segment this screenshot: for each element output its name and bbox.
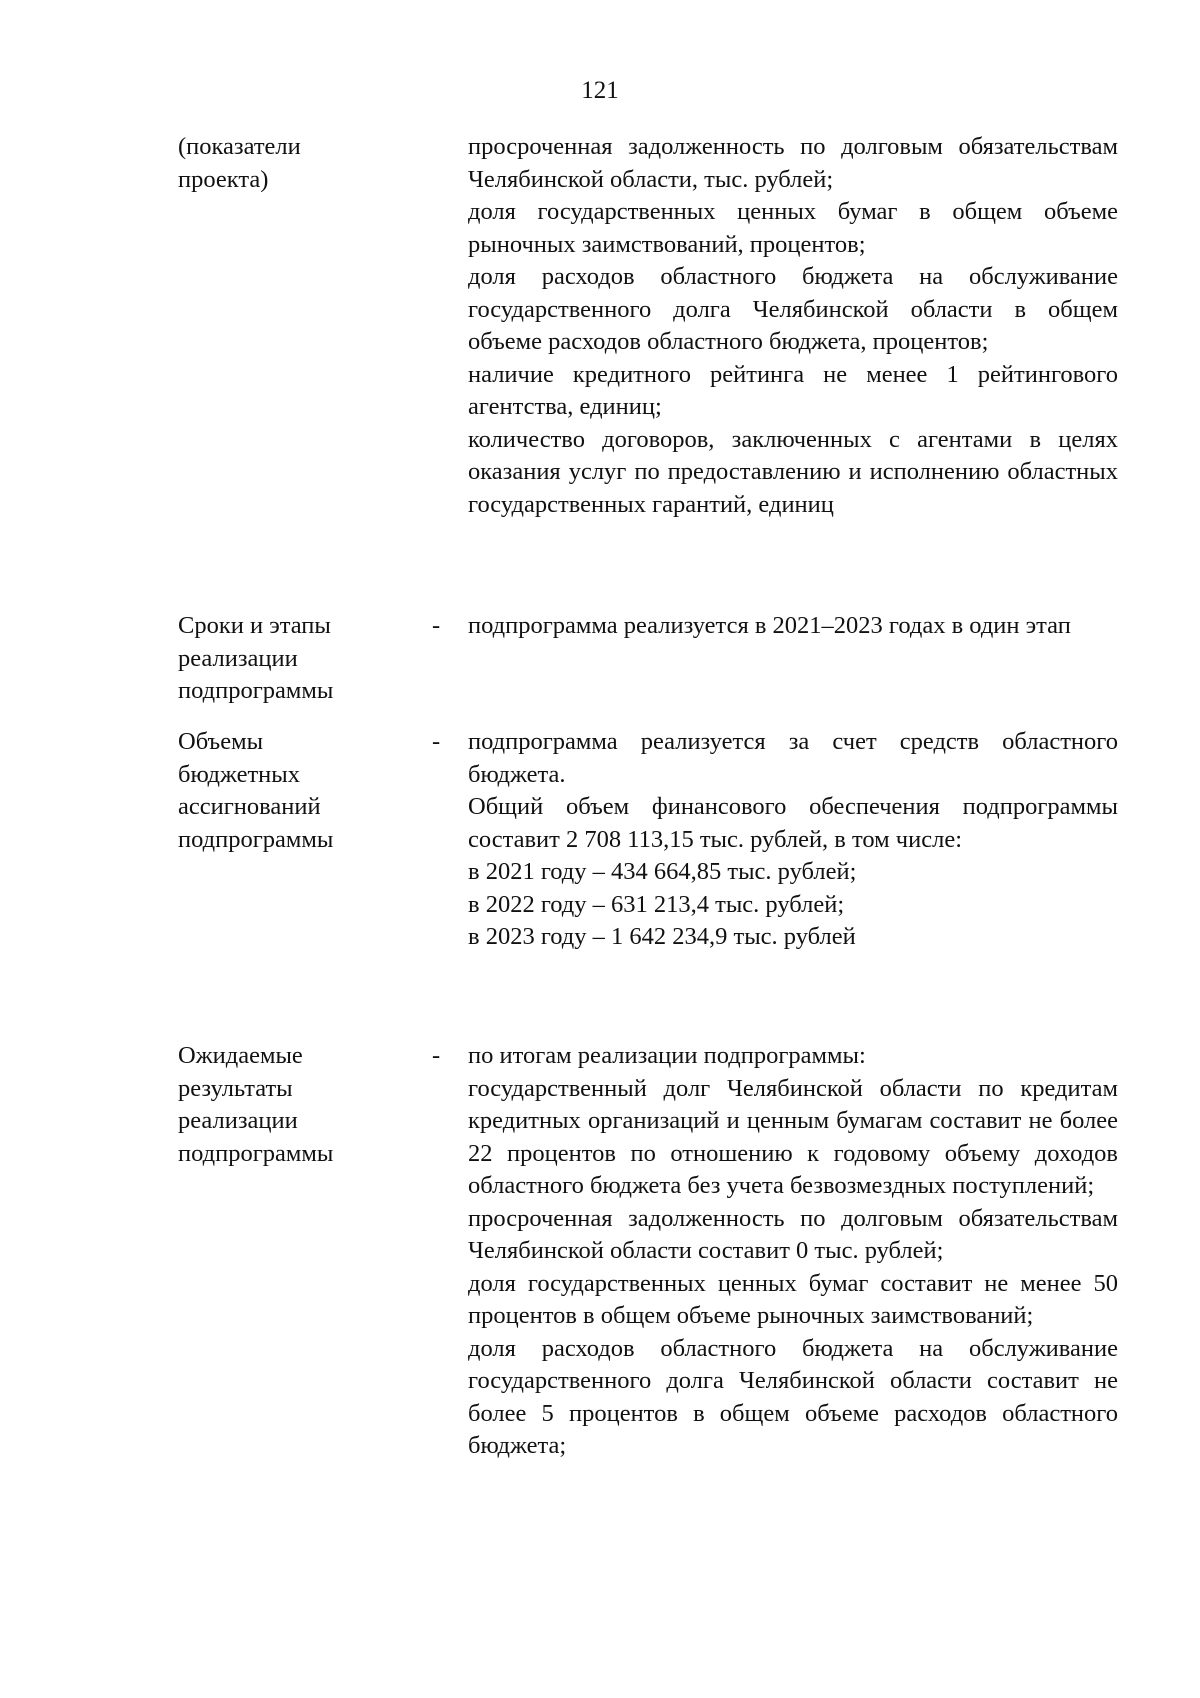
section-dash <box>430 131 468 521</box>
section-timelines <box>178 610 1118 708</box>
paragraph: в 2021 году – 434 664,85 тыс. рублей; <box>468 858 857 885</box>
section-expected-results <box>178 1040 1118 1463</box>
paragraph: государственный долг Челябинской области по кредитам кредитных организаций и ценным бумагам составит не более 22 процентов по отношению к годовому объему доходов областного бюджета без учета безвозмездных поступлений; <box>468 1074 1118 1199</box>
section-content <box>468 726 1118 954</box>
paragraph: доля государственных ценных бумаг в общем объеме рыночных заимствований, процентов; <box>468 198 1118 258</box>
section-dash: - <box>432 1042 441 1069</box>
paragraph: просроченная задолженность по долговым обязательствам Челябинской области составит 0 тыс. рублей; <box>468 1204 1118 1264</box>
paragraph: Общий объем финансового обеспечения подпрограммы составит 2 708 113,15 тыс. рублей, в том числе: <box>468 793 1118 853</box>
paragraph: в 2022 году – 631 213,4 тыс. рублей; <box>468 890 845 918</box>
paragraph: доля расходов областного бюджета на обслуживание государственного долга Челябинской области в общем объеме расходов областного бюджета, процентов; <box>468 263 1118 355</box>
section-content <box>468 1040 1118 1463</box>
paragraph: доля расходов областного бюджета на обслуживание государственного долга Челябинской области составит не более 5 процентов в общем объеме расходов областного бюджета; <box>468 1334 1118 1459</box>
section-label: Объемы бюджетных ассигнований подпрограммы <box>178 728 334 853</box>
section-content <box>468 131 1118 521</box>
section-content <box>468 610 1118 708</box>
section-project-indicators <box>178 131 1118 521</box>
page-number: 121 <box>581 77 619 104</box>
paragraph: по итогам реализации подпрограммы: <box>468 1042 866 1069</box>
paragraph: просроченная задолженность по долговым обязательствам Челябинской области, тыс. рублей; <box>468 133 1118 193</box>
section-label: Сроки и этапы реализации подпрограммы <box>178 612 334 704</box>
paragraph: количество договоров, заключенных с агентами в целях оказания услуг по предоставлению и исполнению областных государственных гарантий, единиц <box>468 425 1118 518</box>
section-dash: - <box>432 612 441 639</box>
paragraph: подпрограмма реализуется за счет средств областного бюджета. <box>468 728 1118 788</box>
section-label: (показатели проекта) <box>178 133 301 193</box>
section-label: Ожидаемые результаты реализации подпрограммы <box>178 1042 334 1167</box>
paragraph: наличие кредитного рейтинга не менее 1 рейтингового агентства, единиц; <box>468 360 1118 420</box>
section-dash: - <box>432 728 441 755</box>
paragraph: подпрограмма реализуется в 2021–2023 годах в один этап <box>468 612 1071 639</box>
paragraph: в 2023 году – 1 642 234,9 тыс. рублей <box>468 923 856 950</box>
paragraph: доля государственных ценных бумаг составит не менее 50 процентов в общем объеме рыночных заимствований; <box>468 1269 1118 1329</box>
section-budget-allocations <box>178 726 1118 954</box>
